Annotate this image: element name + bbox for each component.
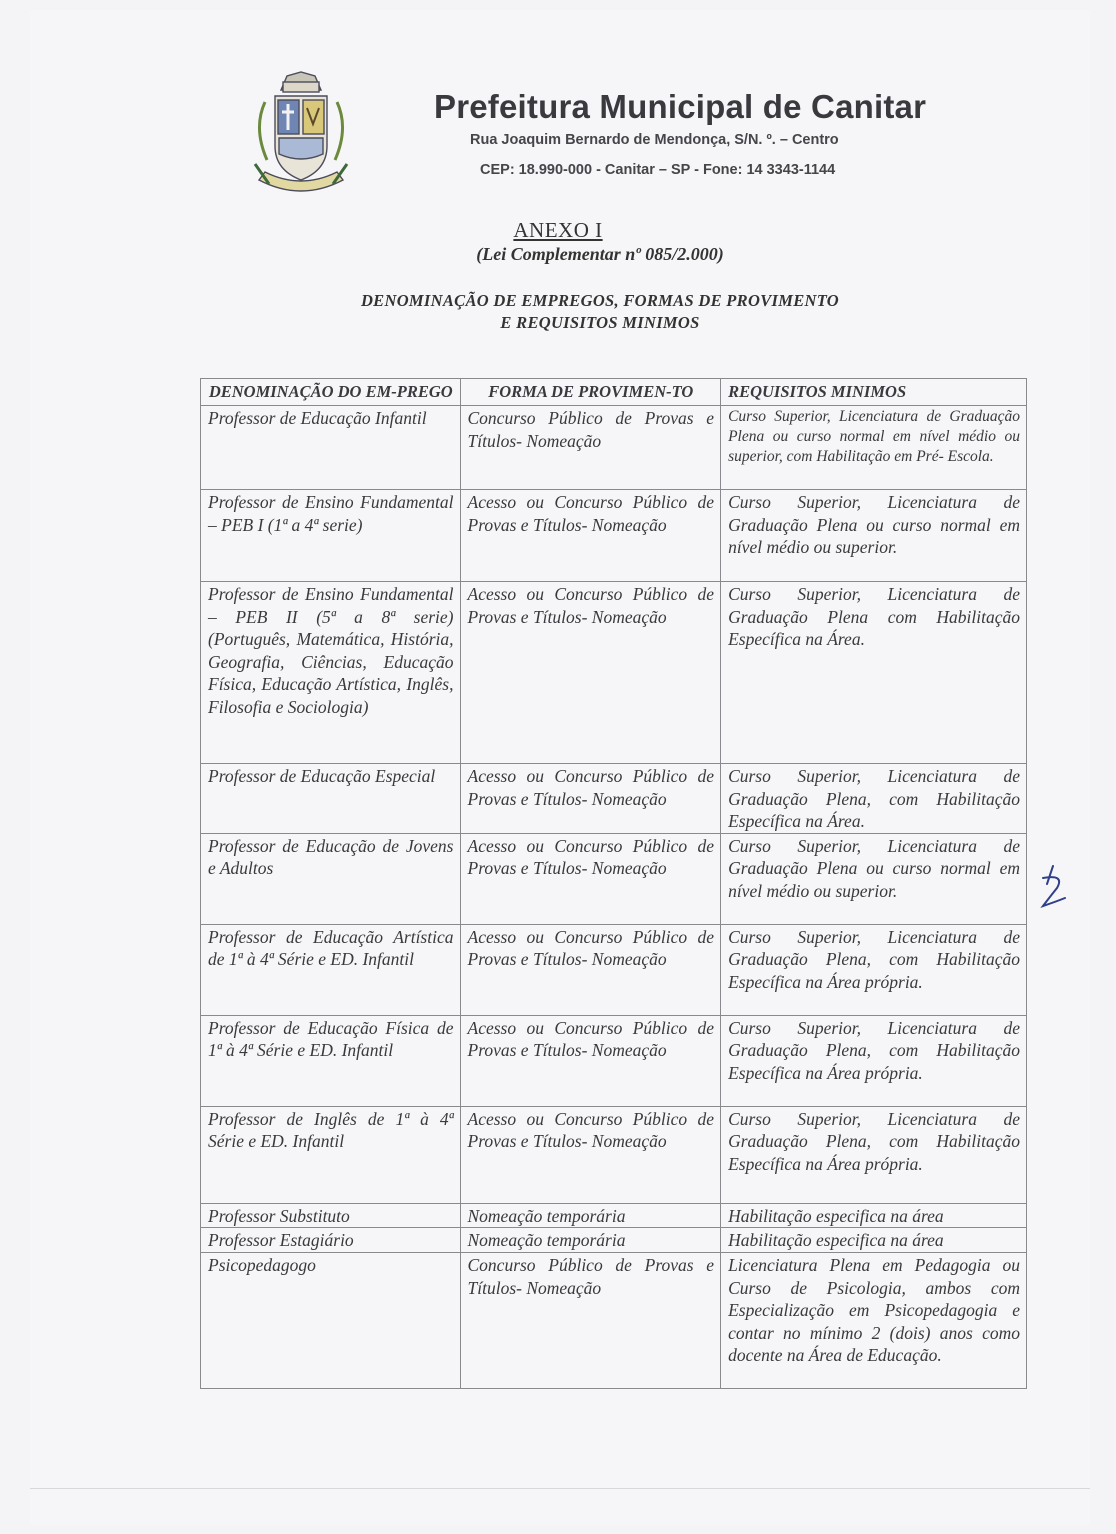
cell-name: Professor de Educação Artística de 1ª à 4ª Série e ED. Infantil (201, 924, 461, 1015)
cell-req: Curso Superior, Licenciatura de Graduação Plena, com Habilitação Específica na Área própria. (721, 1015, 1027, 1106)
cell-name: Professor de Ensino Fundamental – PEB I (1ª a 4ª serie) (201, 490, 461, 582)
table-row (201, 1252, 1027, 1388)
table-row (201, 924, 1027, 1015)
municipal-coat-of-arms-icon (245, 68, 357, 204)
cell-form: Nomeação temporária (460, 1228, 721, 1253)
handwritten-initial-icon (1035, 862, 1075, 912)
cell-name: Professor de Ensino Fundamental – PEB II (5ª a 8ª serie) (Português, Matemática, História, Geografia, Ciências, Educação Física, Educação Artística, Inglês, Filosofia e Sociologia) (201, 582, 461, 764)
cell-req: Habilitação especifica na área (721, 1203, 1027, 1228)
cell-form: Nomeação temporária (460, 1203, 721, 1228)
cell-req: Curso Superior, Licenciatura de Graduação Plena, com Habilitação Específica na Área. (721, 764, 1027, 834)
cell-form: Concurso Público de Provas e Títulos- Nomeação (460, 406, 721, 490)
cell-req: Curso Superior, Licenciatura de Graduação Plena, com Habilitação Específica na Área própria. (721, 924, 1027, 1015)
table-row (201, 1203, 1027, 1228)
cell-name: Professor de Educação Especial (201, 764, 461, 834)
cell-req: Curso Superior, Licenciatura de Graduação Plena ou curso normal em nível médio ou superior. (721, 833, 1027, 924)
org-name: Prefeitura Municipal de Canitar (434, 88, 927, 125)
table-row (201, 1106, 1027, 1203)
cell-form: Acesso ou Concurso Público de Provas e Títulos- Nomeação (460, 764, 721, 834)
cell-name: Psicopedagogo (201, 1252, 461, 1388)
cell-form: Acesso ou Concurso Público de Provas e Títulos- Nomeação (460, 1015, 721, 1106)
table-row (201, 582, 1027, 764)
annex-subtitle (300, 290, 900, 334)
annex-subtitle-line2: E REQUISITOS MINIMOS (500, 313, 700, 332)
cell-form: Acesso ou Concurso Público de Provas e Títulos- Nomeação (460, 924, 721, 1015)
cell-form: Acesso ou Concurso Público de Provas e Títulos- Nomeação (460, 833, 721, 924)
header-requisitos: REQUISITOS MINIMOS (721, 379, 1027, 406)
cell-req: Curso Superior, Licenciatura de Graduação Plena ou curso normal em nível médio ou superior. (721, 490, 1027, 582)
annex-title: ANEXO I (513, 218, 603, 242)
cell-form: Acesso ou Concurso Público de Provas e Títulos- Nomeação (460, 582, 721, 764)
cell-name: Professor de Educação de Jovens e Adultos (201, 833, 461, 924)
cell-name: Professor de Educação Física de 1ª à 4ª Série e ED. Infantil (201, 1015, 461, 1106)
annex-law: (Lei Complementar nº 085/2.000) (476, 244, 724, 264)
header-forma: FORMA DE PROVIMEN-TO (460, 379, 721, 406)
cell-form: Acesso ou Concurso Público de Provas e Títulos- Nomeação (460, 1106, 721, 1203)
annex-subtitle-line1: DENOMINAÇÃO DE EMPREGOS, FORMAS DE PROVIMENTO (360, 291, 840, 310)
table-row (201, 406, 1027, 490)
cell-req: Habilitação especifica na área (721, 1228, 1027, 1253)
cell-form: Concurso Público de Provas e Títulos- Nomeação (460, 1252, 721, 1388)
cell-req: Curso Superior, Licenciatura de Graduação Plena ou curso normal em nível médio ou superior, com Habilitação em Pré- Escola. (721, 406, 1027, 490)
table-header-row (201, 379, 1027, 406)
table-row (201, 764, 1027, 834)
org-contact: CEP: 18.990-000 - Canitar – SP - Fone: 14 3343-1144 (480, 162, 836, 178)
cell-name: Professor Estagiário (201, 1228, 461, 1253)
cell-name: Professor Substituto (201, 1203, 461, 1228)
table-row (201, 490, 1027, 582)
cell-req: Curso Superior, Licenciatura de Graduação Plena com Habilitação Específica na Área. (721, 582, 1027, 764)
cell-form: Acesso ou Concurso Público de Provas e Títulos- Nomeação (460, 490, 721, 582)
page-bottom-edge (30, 1488, 1090, 1489)
cell-req: Licenciatura Plena em Pedagogia ou Curso de Psicologia, ambos com Especialização em Psicopedagogia e contar no mínimo 2 (dois) anos como docente na Área de Educação. (721, 1252, 1027, 1388)
table-row (201, 1015, 1027, 1106)
table-row (201, 1228, 1027, 1253)
cell-name: Professor de Educação Infantil (201, 406, 461, 490)
employment-table (200, 378, 1027, 1389)
org-address: Rua Joaquim Bernardo de Mendonça, S/N. º. – Centro (470, 132, 839, 148)
cell-req: Curso Superior, Licenciatura de Graduação Plena, com Habilitação Específica na Área própria. (721, 1106, 1027, 1203)
header-denominacao: DENOMINAÇÃO DO EM-PREGO (201, 379, 461, 406)
cell-name: Professor de Inglês de 1ª à 4ª Série e ED. Infantil (201, 1106, 461, 1203)
letterhead (420, 88, 980, 178)
table-row (201, 833, 1027, 924)
